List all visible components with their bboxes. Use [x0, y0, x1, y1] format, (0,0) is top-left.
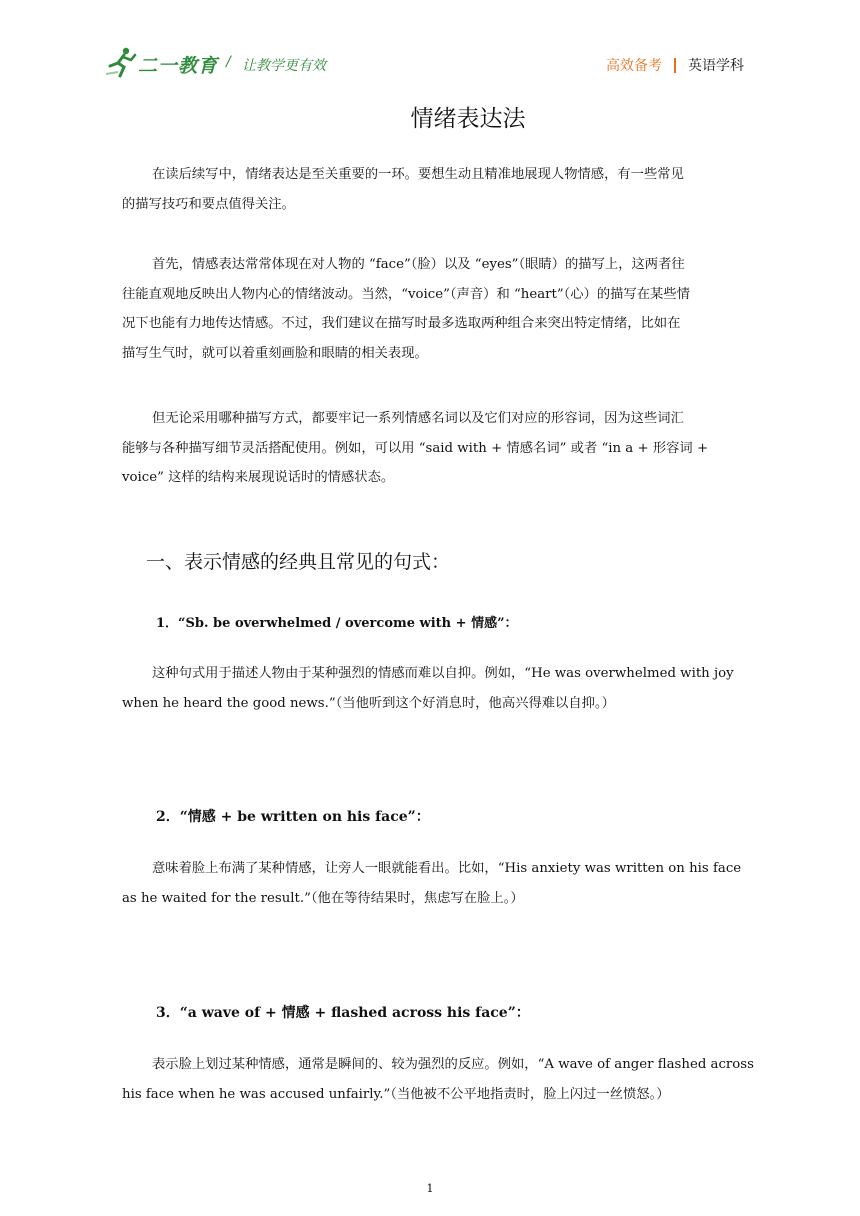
item-heading-2: 2．“情感 + be written on his face”： — [156, 809, 430, 825]
text-line: 但无论采用哪种描写方式，都要牢记一系列情感名词以及它们对应的形容词，因为这些词汇 — [152, 411, 684, 426]
text-line: 描写生气时，就可以着重刻画脸和眼睛的相关表现。 — [122, 345, 428, 361]
paragraph-second — [122, 404, 762, 493]
exam-prep-tag: 高效备考 — [606, 58, 662, 74]
text-line: 往能直观地反映出人物内心的情绪波动。当然，“voice”（声音）和 “heart”（心）的描写在某些情 — [122, 286, 690, 302]
text-line: his face when he was accused unfairly.”（当他被不公平地指责时，脸上闪过一丝愤怒。） — [122, 1086, 670, 1102]
item-body-2 — [122, 854, 762, 913]
page-header — [0, 0, 860, 90]
text-line: 表示脸上划过某种情感，通常是瞬间的、较为强烈的反应。例如，“A wave of anger flashed across — [152, 1057, 754, 1072]
page-number: 1 — [426, 1182, 434, 1195]
text-line: 这种句式用于描述人物由于某种强烈的情感而难以自抑。例如，“He was overwhelmed with joy — [152, 666, 734, 681]
subject-tags — [606, 55, 744, 75]
slogan: 让教学更有效 — [242, 58, 326, 74]
section-heading: 一、表示情感的经典且常见的句式： — [146, 551, 451, 573]
text-line: voice” 这样的结构来展现说话时的情感状态。 — [122, 470, 395, 485]
runner-logo-icon — [104, 46, 138, 78]
text-line: when he heard the good news.”（当他听到这个好消息时，他高兴得难以自抑。） — [122, 695, 615, 711]
item-body-1 — [122, 659, 762, 718]
text-line: 况下也能有力地传达情感。不过，我们建议在描写时最多选取两种组合来突出特定情绪，比如在 — [122, 316, 681, 331]
text-line: 能够与各种描写细节灵活搭配使用。例如，可以用 “said with + 情感名词” 或者 “in a + 形容词 + — [122, 440, 709, 456]
tag-divider — [674, 58, 676, 73]
logo — [104, 46, 224, 80]
paragraph-first — [122, 250, 762, 368]
document-title: 情绪表达法 — [410, 106, 526, 132]
paragraph-intro — [122, 160, 762, 219]
text-line: 的描写技巧和要点值得关注。 — [122, 196, 295, 212]
text-line: as he waited for the result.”（他在等待结果时，焦虑写在脸上。） — [122, 890, 524, 906]
slogan-divider: / — [226, 54, 231, 70]
subject-tag: 英语学科 — [688, 58, 744, 74]
item-heading-1: 1．“Sb. be overwhelmed / overcome with + 情感”： — [156, 616, 518, 631]
item-body-3 — [122, 1050, 762, 1109]
logo-text: 二一教育 — [138, 55, 219, 77]
item-heading-3: 3．“a wave of + 情感 + flashed across his face”： — [156, 1005, 530, 1021]
text-line: 在读后续写中，情绪表达是至关重要的一环。要想生动且精准地展现人物情感，有一些常见 — [152, 167, 684, 182]
text-line: 首先，情感表达常常体现在对人物的 “face”（脸）以及 “eyes”（眼睛）的描写上，这两者往 — [152, 257, 685, 272]
text-line: 意味着脸上布满了某种情感，让旁人一眼就能看出。比如，“His anxiety was written on his face — [152, 861, 742, 876]
